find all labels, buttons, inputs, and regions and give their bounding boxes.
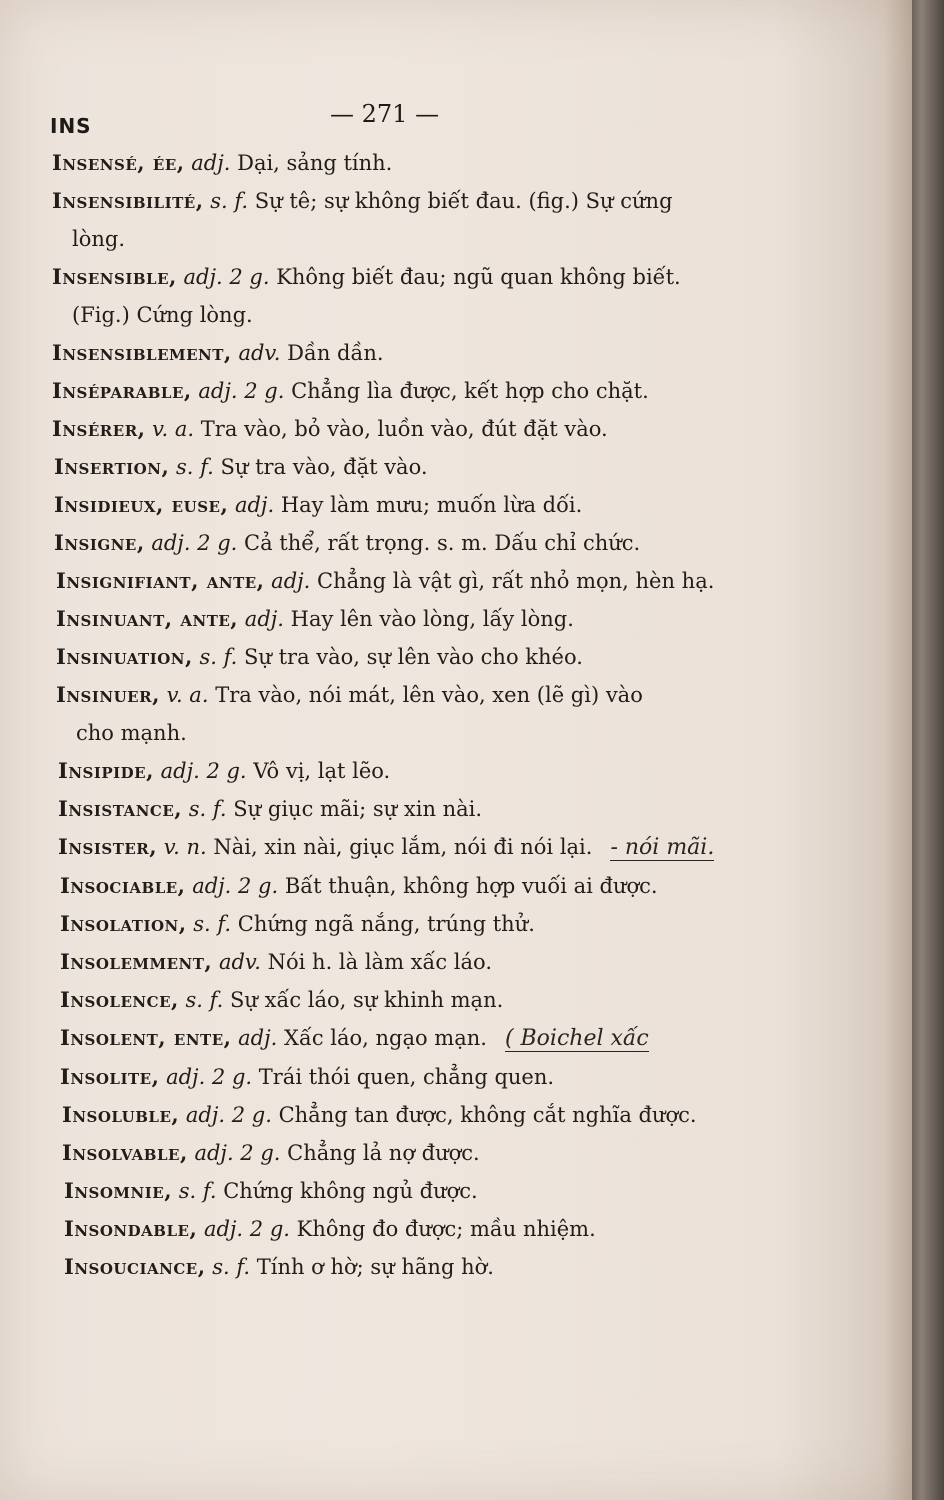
running-head: INS xyxy=(50,114,92,138)
headword: Insolite, xyxy=(60,1064,160,1089)
grammar-label: adj. xyxy=(244,607,284,631)
grammar-label: adj. 2 g. xyxy=(185,1103,272,1127)
definition: Sự tra vào, đặt vào. xyxy=(220,455,428,479)
dictionary-entry xyxy=(0,905,912,943)
grammar-label: adj. 2 g. xyxy=(183,265,270,289)
dictionary-entry xyxy=(0,1134,912,1172)
dictionary-entry xyxy=(0,486,912,524)
definition: Bất thuận, không hợp vuối ai được. xyxy=(284,874,658,898)
entry-line xyxy=(64,1248,912,1286)
handwritten-note: ( Boichel xấc xyxy=(504,1026,649,1051)
headword: Insociable, xyxy=(60,873,186,898)
entry-line xyxy=(56,638,912,676)
definition: Nói h. là làm xấc láo. xyxy=(267,950,492,974)
grammar-label: s. f. xyxy=(210,189,249,213)
headword: Insigne, xyxy=(54,530,145,555)
definition: Không đo được; mầu nhiệm. xyxy=(296,1217,596,1241)
entry-line xyxy=(60,1019,912,1058)
dictionary-entry xyxy=(0,334,912,372)
entry-line xyxy=(60,867,912,905)
dictionary-entry xyxy=(0,182,912,258)
dictionary-entry xyxy=(0,144,912,182)
entry-line xyxy=(64,1172,912,1210)
definition-continuation: (Fig.) Cứng lòng. xyxy=(72,303,253,327)
definition: Trái thói quen, chẳng quen. xyxy=(258,1065,555,1089)
headword: Insolent, ente, xyxy=(60,1025,232,1050)
dictionary-entry xyxy=(0,1019,912,1058)
dictionary-entry xyxy=(0,867,912,905)
entry-line xyxy=(52,182,912,220)
page-number: — 271 — xyxy=(330,100,440,128)
grammar-label: s. f. xyxy=(212,1255,251,1279)
definition: Sự xấc láo, sự khinh mạn. xyxy=(230,988,504,1012)
entry-line xyxy=(56,600,912,638)
headword: Insolence, xyxy=(60,987,179,1012)
definition: Chẳng tan được, không cắt nghĩa được. xyxy=(278,1103,697,1127)
headword: Insistance, xyxy=(58,796,183,821)
entry-line xyxy=(60,905,912,943)
entry-line xyxy=(60,1058,912,1096)
headword: Insinuer, xyxy=(56,682,160,707)
headword: Insolemment, xyxy=(60,949,213,974)
entry-line xyxy=(60,943,912,981)
grammar-label: v. n. xyxy=(163,835,207,859)
grammar-label: adj. 2 g. xyxy=(192,874,279,898)
dictionary-entry xyxy=(0,1210,912,1248)
entry-line xyxy=(58,828,912,867)
dictionary-entry xyxy=(0,676,912,752)
entry-line xyxy=(62,1134,912,1172)
grammar-label: adj. 2 g. xyxy=(198,379,285,403)
dictionary-entry xyxy=(0,410,912,448)
definition: Sự giục mãi; sự xin nài. xyxy=(233,797,483,821)
dictionary-entry xyxy=(0,1058,912,1096)
grammar-label: v. a. xyxy=(166,683,209,707)
entry-line xyxy=(62,1096,912,1134)
headword: Insondable, xyxy=(64,1216,198,1241)
headword: Insignifiant, ante, xyxy=(56,568,265,593)
grammar-label: adj. 2 g. xyxy=(194,1141,281,1165)
definition: Cả thể, rất trọng. s. m. Dấu chỉ chức. xyxy=(244,531,641,555)
headword: Insolation, xyxy=(60,911,187,936)
definition: Vô vị, lạt lẽo. xyxy=(253,759,391,783)
grammar-label: s. f. xyxy=(175,455,214,479)
dictionary-entry xyxy=(0,524,912,562)
definition: Dại, sảng tính. xyxy=(237,151,393,175)
dictionary-entry xyxy=(0,943,912,981)
headword: Insomnie, xyxy=(64,1178,173,1203)
definition: Tra vào, nói mát, lên vào, xen (lẽ gì) vào xyxy=(215,683,643,707)
definition: Nài, xin nài, giục lắm, nói đi nói lại. xyxy=(213,835,593,859)
headword: Insensé, ée, xyxy=(52,150,185,175)
headword: Insoluble, xyxy=(62,1102,180,1127)
definition: Chứng không ngủ được. xyxy=(223,1179,478,1203)
dictionary-entry xyxy=(0,372,912,410)
handwritten-note: - nói mãi. xyxy=(610,835,715,860)
grammar-label: adj. xyxy=(271,569,311,593)
grammar-label: s. f. xyxy=(178,1179,217,1203)
dictionary-entry xyxy=(0,638,912,676)
dictionary-entry xyxy=(0,790,912,828)
definition: Chẳng là vật gì, rất nhỏ mọn, hèn hạ. xyxy=(317,569,715,593)
headword: Insinuant, ante, xyxy=(56,606,239,631)
definition: Hay lên vào lòng, lấy lòng. xyxy=(290,607,574,631)
headword: Insertion, xyxy=(54,454,170,479)
headword: Insensible, xyxy=(52,264,177,289)
entry-line xyxy=(58,752,912,790)
dictionary-entry xyxy=(0,562,912,600)
dictionary-entry xyxy=(0,752,912,790)
dictionary-entry xyxy=(0,600,912,638)
entry-line xyxy=(54,486,912,524)
entry-line xyxy=(52,334,912,372)
dictionary-entry xyxy=(0,981,912,1019)
dictionary-entry xyxy=(0,828,912,867)
entry-line xyxy=(56,562,912,600)
page-header xyxy=(0,100,912,140)
headword: Insérer, xyxy=(52,416,146,441)
headword: Insensiblement, xyxy=(52,340,232,365)
entry-line xyxy=(52,410,912,448)
definition-continuation: cho mạnh. xyxy=(76,721,187,745)
dictionary-entry xyxy=(0,1248,912,1286)
grammar-label: v. a. xyxy=(152,417,195,441)
grammar-label: adv. xyxy=(218,950,261,974)
headword: Insidieux, euse, xyxy=(54,492,229,517)
grammar-label: adj. xyxy=(234,493,275,517)
definition: Dần dần. xyxy=(287,341,384,365)
entry-line xyxy=(54,448,912,486)
grammar-label: adj. xyxy=(238,1026,278,1050)
entry-line xyxy=(60,981,912,1019)
entry-line xyxy=(64,1210,912,1248)
entry-line xyxy=(56,676,912,714)
entry-line xyxy=(52,144,912,182)
grammar-label: adj. 2 g. xyxy=(203,1217,290,1241)
grammar-label: adj. 2 g. xyxy=(151,531,238,555)
definition: Sự tra vào, sự lên vào cho khéo. xyxy=(244,645,583,669)
definition: Chứng ngã nắng, trúng thử. xyxy=(237,912,535,936)
definition: Hay làm mưu; muốn lừa dối. xyxy=(280,493,583,517)
grammar-label: adj. 2 g. xyxy=(160,759,247,783)
dictionary-entry xyxy=(0,1096,912,1134)
definition: Xấc láo, ngạo mạn. xyxy=(284,1026,487,1050)
headword: Insister, xyxy=(58,834,158,859)
definition: Chẳng lả nợ được. xyxy=(287,1141,480,1165)
grammar-label: adj. 2 g. xyxy=(166,1065,253,1089)
headword: Insouciance, xyxy=(64,1254,206,1279)
grammar-label: s. f. xyxy=(199,645,238,669)
headword: Insensibilité, xyxy=(52,188,204,213)
dictionary-entry xyxy=(0,258,912,334)
dictionary-entry xyxy=(0,1172,912,1210)
headword: Insipide, xyxy=(58,758,154,783)
dictionary-entry xyxy=(0,448,912,486)
book-spine xyxy=(912,0,944,1500)
grammar-label: adv. xyxy=(238,341,281,365)
definition: Tính ơ hờ; sự hãng hờ. xyxy=(256,1255,494,1279)
entry-line xyxy=(52,372,912,410)
definition: Không biết đau; ngũ quan không biết. xyxy=(276,265,681,289)
entry-line xyxy=(58,790,912,828)
definition-continuation: lòng. xyxy=(72,227,126,251)
headword: Inséparable, xyxy=(52,378,192,403)
definition: Sự tê; sự không biết đau. (fig.) Sự cứng xyxy=(254,189,673,213)
dictionary-entries xyxy=(0,144,912,1286)
definition: Chẳng lìa được, kết hợp cho chặt. xyxy=(291,379,649,403)
grammar-label: adj. xyxy=(191,151,231,175)
headword: Insinuation, xyxy=(56,644,193,669)
grammar-label: s. f. xyxy=(188,797,227,821)
entry-line xyxy=(54,524,912,562)
entry-line xyxy=(52,258,912,296)
definition: Tra vào, bỏ vào, luồn vào, đút đặt vào. xyxy=(200,417,608,441)
grammar-label: s. f. xyxy=(193,912,232,936)
grammar-label: s. f. xyxy=(185,988,224,1012)
headword: Insolvable, xyxy=(62,1140,188,1165)
